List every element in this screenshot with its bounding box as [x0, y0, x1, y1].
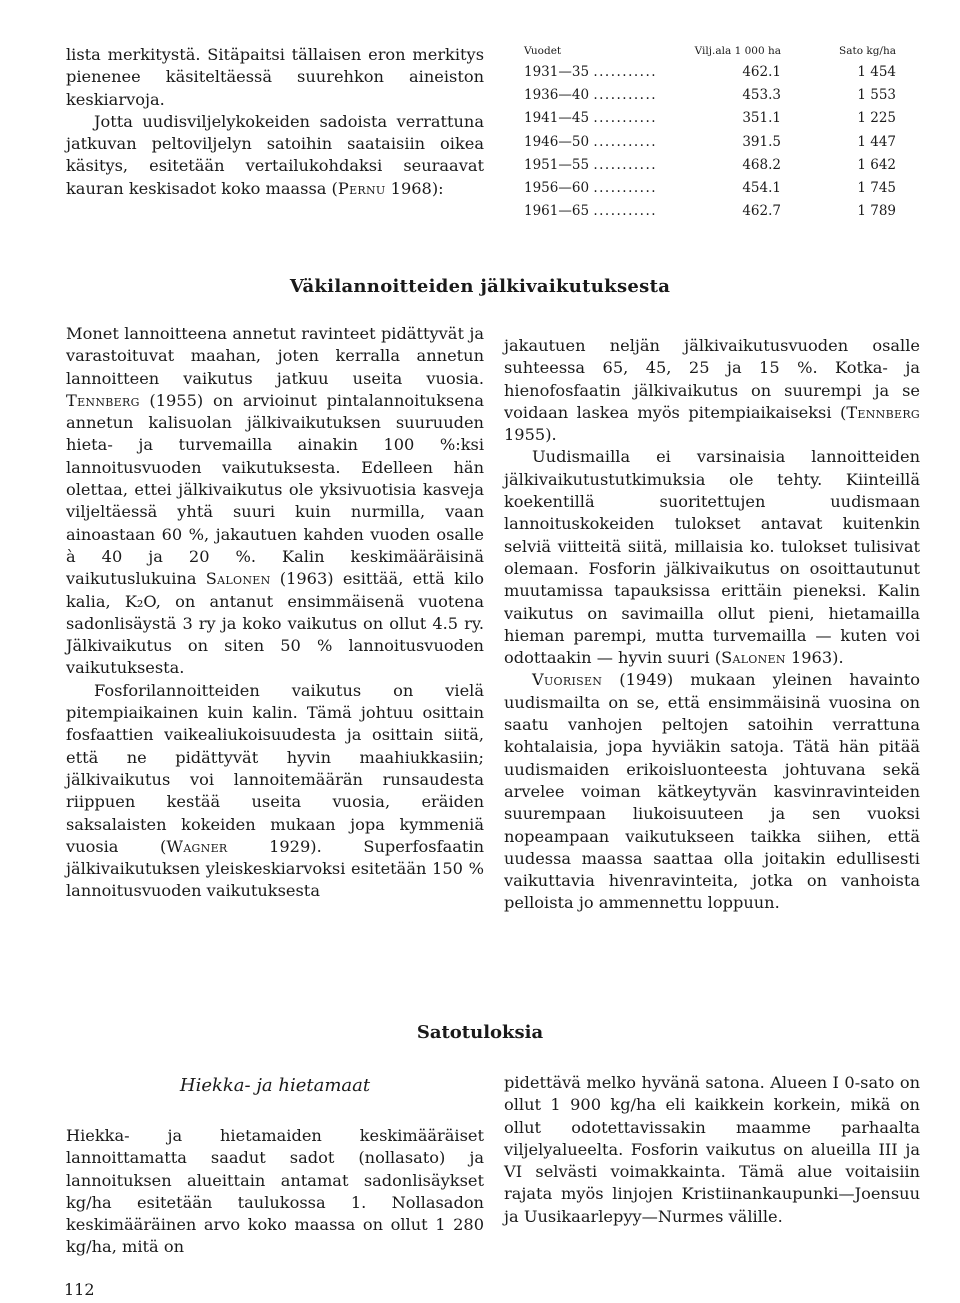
table-row: 1936—40 ........... 453.3 1 553 [524, 84, 896, 107]
citation-salonen: Salonen [205, 569, 271, 589]
residual-right-paragraph-3: Vuorisen (1949) mukaan yleinen havainto uudismailta on se, että ensimmäisinä vuosina on saatu vanhojen peltojen satoihin verrattuna kohtalaisia, jopa hyviäkin satoja. Tätä hän pitää uudismaiden erikoisluonteesta johtuvana sekä arvelee voiman kätkeytyvän kasvinravinteiden suurempaan liukoisuuteen ja sen vuoksi nopeampaan vaikutukseen taikka siihen, että uudessa maassa saattaa olla joitakin edullisesti vaikuttavia hivenravinteita, jotka on vanhoista pelloista jo ammennettu loppuun. [504, 670, 920, 913]
results-right-column [504, 1072, 920, 1228]
row-period: 1956—60 [524, 180, 590, 197]
citation-vuorisen: Vuorisen [532, 670, 603, 690]
row-period: 1941—45 [524, 110, 590, 127]
row-yield: 1 225 [857, 110, 896, 127]
table-row: 1956—60 ........... 454.1 1 745 [524, 177, 896, 200]
intro-p2-text-b: 1968): [385, 178, 444, 198]
row-yield: 1 553 [857, 87, 896, 104]
row-period: 1936—40 [524, 87, 590, 104]
citation-tennberg: Tennberg [846, 402, 920, 422]
intro-p2-text-a: Jotta uudisviljelykokeiden sadoista verrattuna jatkuvan peltoviljelyn satoihin saataisiin oikea käsitys, esitetään vertailukohdaksi seuraavat kauran keskisadot koko maassa ( [66, 111, 484, 198]
row-period: 1931—35 [524, 64, 590, 80]
citation-wagner: Wagner [166, 836, 228, 856]
row-yield: 1 447 [857, 133, 896, 150]
table-row: 1946—50 ........... 391.5 1 447 [524, 131, 896, 154]
row-area: 453.3 [742, 87, 781, 104]
page-number: 112 [64, 1280, 95, 1299]
row-yield: 1 745 [857, 180, 896, 197]
table-row: 1951—55 ........... 468.2 1 642 [524, 154, 896, 177]
citation-salonen: Salonen [721, 648, 786, 668]
section-heading-residual-effect: Väkilannoitteiden jälkivaikutuksesta [289, 276, 671, 297]
table-row: 1941—45 ........... 351.1 1 225 [524, 107, 896, 130]
row-area: 351.1 [742, 110, 781, 127]
residual-right-paragraph-2: Uudismailla ei varsinaisia lannoitteiden jälkivaikutustutkimuksia ole tehty. Kiinteillä koekentillä suoritettujen uudismaan lannoituskokeiden tulokset antavat kuitenkin selviä viitteitä siitä, millaisia ko. tulokset tulisivat olemaan. Fosforin jälkivaikutus on osoittautunut muutamissa tapauksissa erittäin pieneksi. Kalin vaikutus on savimailla ollut pieni, hietamailla hieman parempi, mutta turvemailla — kuten voi odottaakin — hyvin suuri (Salonen 1963). [504, 447, 920, 668]
intro-paragraph-2 [66, 111, 484, 200]
row-area: 462.1 [742, 64, 781, 80]
header-yield: Sato kg/ha [839, 45, 896, 57]
row-yield: 1 789 [857, 203, 896, 220]
citation-pernu: Pernu [337, 178, 386, 198]
table-row: 1961—65 ........... 462.7 1 789 [524, 200, 896, 223]
results-left-column [66, 1125, 484, 1259]
intro-text [66, 44, 484, 200]
row-yield: 1 642 [857, 156, 896, 173]
oat-yield-table [524, 44, 896, 223]
table-row: 1931—35 ........... 462.1 1 454 [524, 61, 896, 84]
residual-left-paragraph-2: Fosforilannoitteiden vaikutus on vielä pitempiaikainen kuin kalin. Tämä johtuu osittain fosfaattien vaikealiukoisuudesta ja osittain siitä, että ne pidättyvät hyvin maahiukkasiin; jälkivaikutus voi lannoitemäärän runsaudesta riippuen kestää useita vuosia, eräiden saksalaisten kokeiden mukaan jopa kymmeniä vuosia (Wagner 1929). Superfosfaatin jälkivaikutuksen yleiskeskiarvoksi esitetään 150 % lannoitusvuoden vaikutuksesta [66, 680, 484, 901]
row-period: 1951—55 [524, 156, 590, 173]
residual-left-paragraph-1: Monet lannoitteena annetut ravinteet pidättyvät ja varastoituvat maahan, joten kerralla annetun lannoitteen vaikutus jatkuu useita vuosia. Tennberg (1955) on arvioinut pintalannoituksena annetun kalisuolan jälkivaikutuksen suuruuden hieta- ja turvemailla ainakin 100 %:ksi lannoitusvuoden vaikutuksesta. Edelleen hän olettaa, ettei jälkivaikutus ole yksivuotisia kasveja viljeltäessä yhtä suuri kuin nurmilla, vaan ainoastaan 60 %, jakautuen kahden vuoden osalle à 40 ja 20 %. Kalin keskimääräisinä vaikutuslukuina Salonen (1963) esittää, että kilo kalia, K₂O, on antanut ensimmäisenä vuotena sadonlisäystä 3 ry ja koko vaikutus on ollut 4.5 ry. Jälkivaikutus on siten 50 % lannoitusvuoden vaikutuksesta. [66, 324, 484, 678]
citation-tennberg: Tennberg [66, 390, 140, 410]
header-period: Vuodet [524, 45, 562, 57]
row-period: 1946—50 [524, 133, 590, 150]
row-period: 1961—65 [524, 203, 590, 220]
residual-right-column [504, 335, 920, 915]
intro-paragraph-1: lista merkitystä. Sitäpaitsi tällaisen eron merkitys pienenee käsiteltäessä suurehkon aineiston keskiarvoja. [66, 45, 484, 109]
subheading-sand-soils: Hiekka- ja hietamaat [179, 1075, 371, 1096]
residual-right-paragraph-1: jakautuen neljän jälkivaikutusvuoden osalle suhteessa 65, 45, 25 ja 15 %. Kotka- ja hienofosfaatin jälkivaikutus on suurempi ja se voidaan laskea myös pitempiaikaiseksi (Tennberg 1955). [504, 336, 920, 445]
section-heading-yield-results: Satotuloksia [416, 1022, 544, 1043]
results-right-paragraph: pidettävä melko hyvänä satona. Alueen I 0-sato on ollut 1 900 kg/ha eli kaikkein korkein, mikä on ollut odotettavissakin maamme parhaalta viljelyalueelta. Fosforin vaikutus on alueilla III ja VI selvästi voimakkainta. Tämä alue voitaisiin rajata myös linjojen Kristiinankaupunki—Joensuu ja Uusikaarlepyy—Nurmes välille. [504, 1073, 920, 1226]
row-yield: 1 454 [857, 64, 896, 80]
results-left-paragraph: Hiekka- ja hietamaiden keskimääräiset lannoittamatta saadut sadot (nollasato) ja lannoituksen alueittain antamat sadonlisäykset kg/ha esitetään taulukossa 1. Nollasadon keskimääräinen arvo koko maassa on ollut 1 280 kg/ha, mitä on [66, 1126, 484, 1257]
residual-left-column [66, 323, 484, 903]
header-area: Vilj.ala 1 000 ha [694, 45, 781, 57]
row-area: 462.7 [742, 203, 781, 220]
table-header-row [524, 44, 896, 61]
row-area: 454.1 [742, 180, 781, 197]
row-area: 468.2 [742, 156, 781, 173]
row-area: 391.5 [742, 133, 781, 150]
